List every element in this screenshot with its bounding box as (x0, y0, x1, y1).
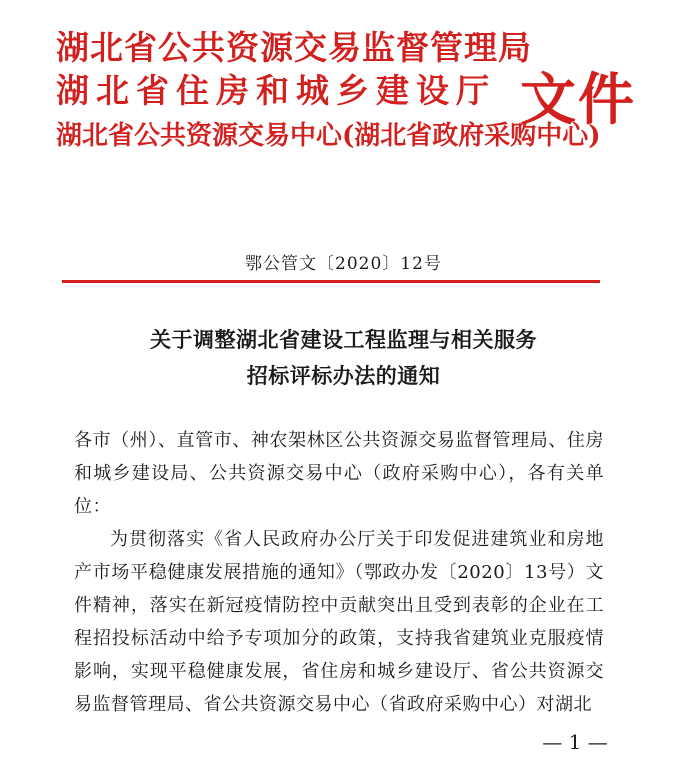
document-title (0, 322, 687, 394)
document-number: 鄂公管文〔2020〕12号 (245, 254, 442, 274)
red-divider-line (62, 280, 600, 283)
body-paragraph-1: 为贯彻落实《省人民政府办公厅关于印发促进建筑业和房地产市场平稳健康发展措施的通知》（鄂政办发〔2020〕13号）文件精神，落实在新冠疫情防控中贡献突出且受到表彰的企业在工程招投标活动中给予专项加分的政策，支持我省建筑业克服疫情影响，实现平稳健康发展，省住房和城乡建设厅、省公共资源交易监督管理局、省公共资源交易中心（省政府采购中心）对湖北 (74, 529, 604, 715)
title-line-2: 招标评标办法的通知 (246, 363, 441, 388)
page-number: — 1 — (542, 730, 608, 754)
agency-name-3: 湖北省公共资源交易中心(湖北省政府采购中心) (56, 121, 601, 151)
agency-name-1: 湖北省公共资源交易监督管理局 (56, 28, 532, 67)
agency-name-2: 湖北省住房和城乡建设厅 (56, 71, 496, 110)
salutation: 各市（州）、直管市、神农架林区公共资源交易监督管理局、住房和城乡建设局、公共资源交易中心（政府采购中心），各有关单位： (74, 430, 604, 517)
title-line-1: 关于调整湖北省建设工程监理与相关服务 (150, 327, 537, 352)
document-body (74, 424, 604, 721)
doc-type-label: 文件 (520, 67, 636, 133)
